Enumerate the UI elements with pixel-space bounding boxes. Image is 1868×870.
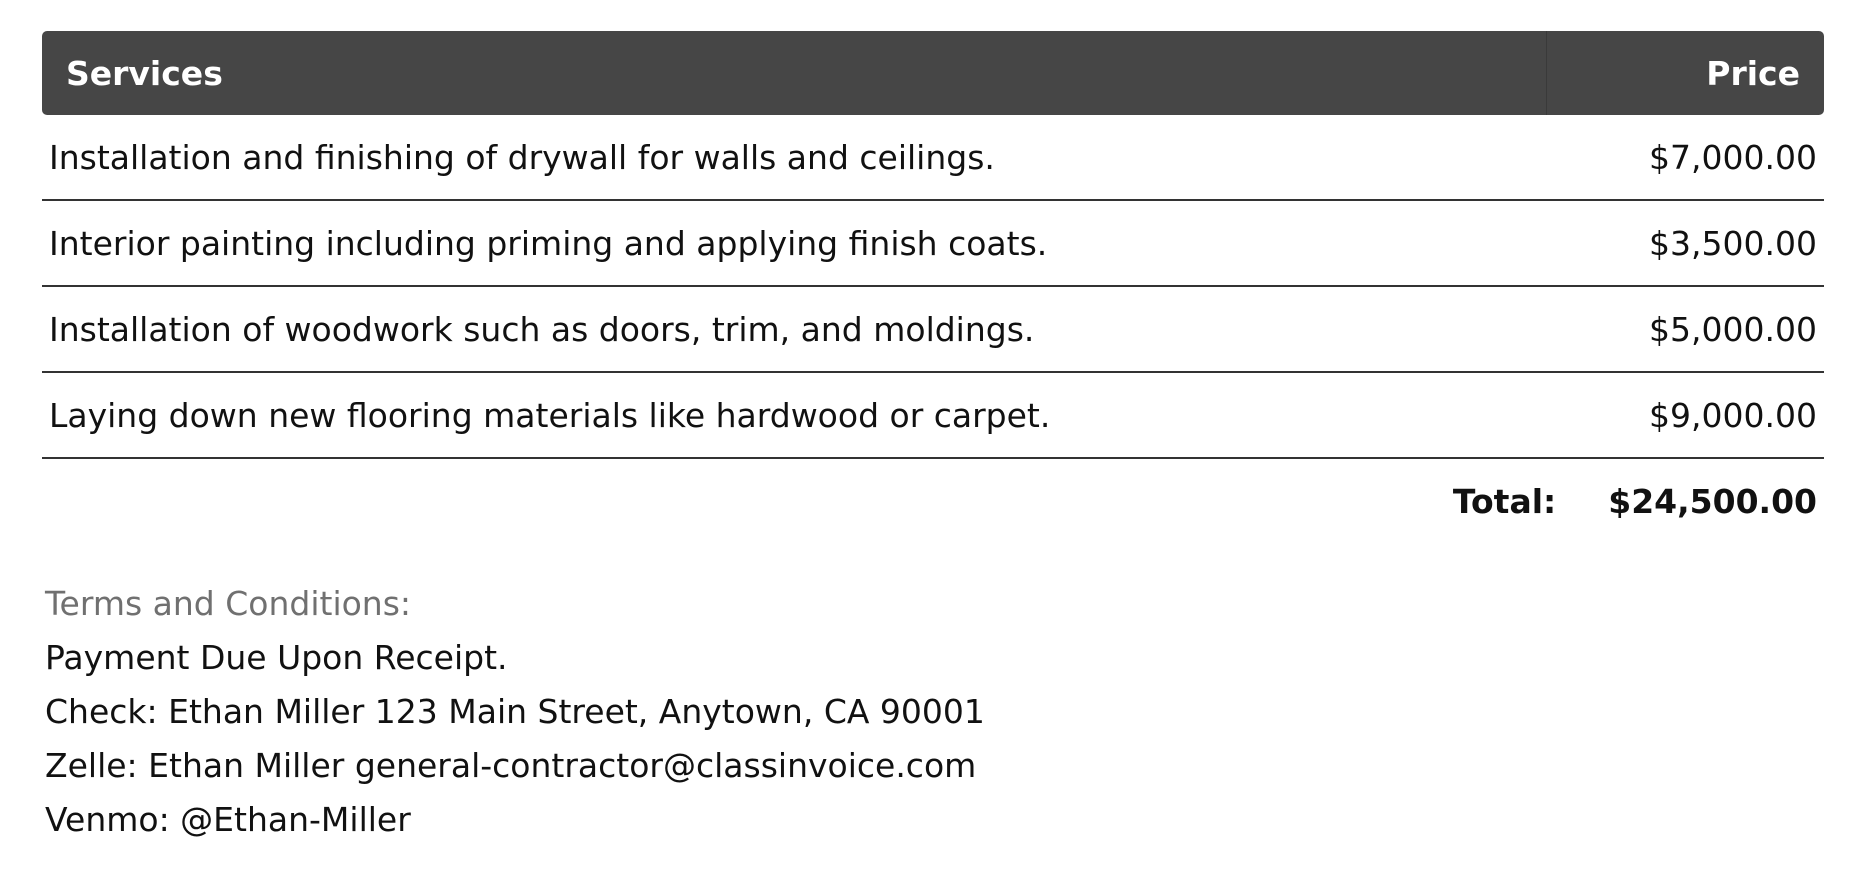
service-description: Laying down new flooring materials like hardwood or carpet.	[49, 395, 1051, 435]
table-row	[42, 115, 1824, 201]
table-row	[42, 201, 1824, 287]
table-header	[42, 31, 1824, 115]
terms-and-conditions	[42, 577, 1824, 847]
total-label: Total:	[1452, 481, 1557, 521]
invoice-section	[42, 31, 1824, 847]
table-row	[42, 373, 1824, 459]
services-column-header: Services	[42, 31, 1547, 115]
total-row	[42, 459, 1824, 543]
venmo-payment-line: Venmo: @Ethan-Miller	[45, 800, 411, 839]
service-description: Installation and finishing of drywall for walls and ceilings.	[49, 137, 995, 177]
service-price: $9,000.00	[1649, 395, 1817, 435]
service-price: $7,000.00	[1649, 137, 1817, 177]
service-price: $5,000.00	[1649, 309, 1817, 349]
service-price: $3,500.00	[1649, 223, 1817, 263]
table-row	[42, 287, 1824, 373]
total-amount: $24,500.00	[1608, 481, 1817, 521]
terms-title: Terms and Conditions:	[45, 584, 412, 623]
zelle-payment-line: Zelle: Ethan Miller general-contractor@classinvoice.com	[45, 746, 977, 785]
service-description: Interior painting including priming and applying finish coats.	[49, 223, 1048, 263]
check-payment-line: Check: Ethan Miller 123 Main Street, Anytown, CA 90001	[45, 692, 985, 731]
payment-due-line: Payment Due Upon Receipt.	[45, 638, 508, 677]
service-description: Installation of woodwork such as doors, trim, and moldings.	[49, 309, 1035, 349]
services-table	[42, 31, 1824, 543]
price-column-header: Price	[1706, 53, 1800, 93]
